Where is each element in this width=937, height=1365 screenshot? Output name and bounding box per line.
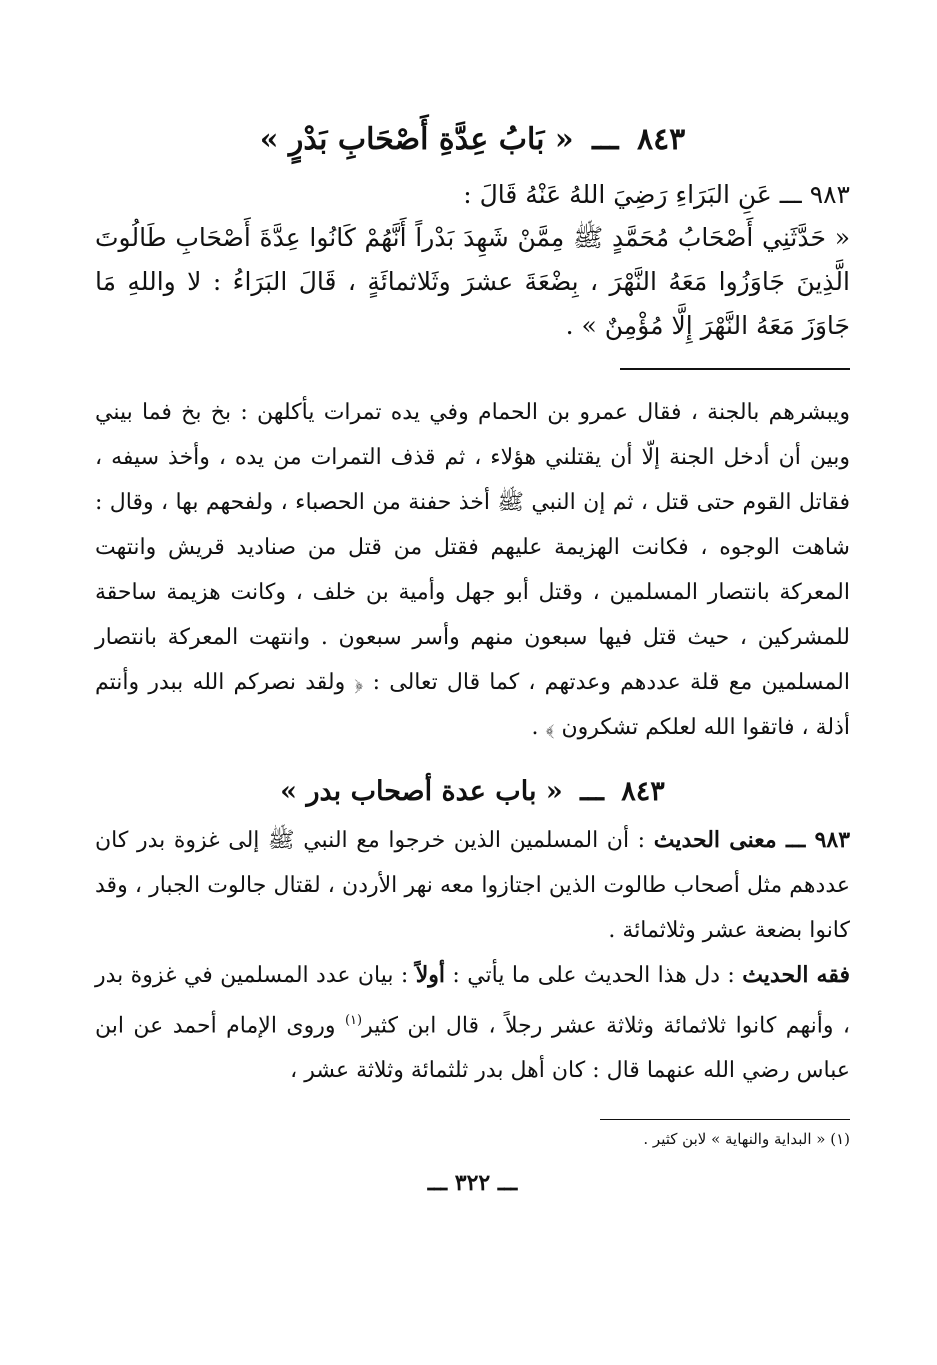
footnote: (١) « البداية والنهاية » لابن كثير . bbox=[643, 1130, 850, 1149]
section-title: « باب عدة أصحاب بدر » bbox=[280, 776, 563, 807]
fiqh-text-1: : دل هذا الحديث على ما يأتي : bbox=[452, 963, 735, 988]
chapter-title: « بَابُ عِدَّةِ أَصْحَابِ بَدْرٍ » bbox=[259, 122, 574, 157]
commentary-text: ويبشرهم بالجنة ، فقال عمرو بن الحمام وفي يده تمرات يأكلهن : بخ بخ فما بيني وبين أن أدخل الجنة إلّا أن يقتلني هؤلاء ، ثم قذف التمرات من يده ، وأخذ سيفه ، فقاتل القوم حتى قتل ، ثم إن النبي ﷺ أخذ حفنة من الحصباء ، ولفحهم بها ، وقال : شاهت الوجوه ، فكانت الهزيمة عليهم فقتل من قتل من صناديد قريش وانتهت المعركة بانتصار المسلمين ، وقتل أبو جهل وأمية بن خلف ، وكانت هزيمة ساحقة للمشركين ، حيث قتل فيها سبعون منهم وأسر سبعون . وانتهت المعركة بانتصار المسلمين مع قلة عددهم وعدتهم ، كما قال تعالى : ﴿ ولقد نصركم الله ببدر وأنتم أذلة ، فاتقوا الله لعلكم تشكرون ﴾ . bbox=[95, 400, 850, 740]
page-number-row bbox=[95, 1168, 850, 1198]
chapter-separator: ـــ bbox=[592, 122, 619, 157]
first-point-label: أولاً bbox=[415, 962, 446, 988]
page-number-dash-left: ـــ bbox=[497, 1170, 518, 1197]
fiqh-label: فقه الحديث bbox=[742, 962, 850, 988]
section-number: ٨٤٣ bbox=[621, 776, 665, 807]
fiqh-text-3: وروى الإمام أحمد عن ابن عباس رضي الله عنهما قال : كان أهل بدر ثلثمائة وثلاثة عشر ، bbox=[95, 1013, 850, 1084]
footnote-divider bbox=[600, 1119, 850, 1120]
meaning-label: ٩٨٣ ـــ معنى الحديث bbox=[653, 827, 851, 853]
meaning-paragraph bbox=[95, 818, 850, 953]
chapter-heading bbox=[95, 120, 850, 160]
section-divider bbox=[620, 368, 850, 370]
fiqh-text-2: : بيان عدد المسلمين في غزوة بدر ، وأنهم كانوا ثلاثمائة وثلاثة عشر رجلاً ، قال ابن كثير bbox=[95, 963, 850, 1039]
section-separator: ـــ bbox=[580, 776, 604, 807]
hadith-intro: ٩٨٣ ـــ عَنِ البَرَاءِ رَضِيَ اللهُ عَنْهُ قَالَ : bbox=[463, 180, 850, 209]
book-page bbox=[95, 120, 850, 1198]
page-number-dash-right: ـــ bbox=[427, 1170, 448, 1197]
hadith-text: « حَدَّثَنِي أَصْحَابُ مُحَمَّدٍ ﷺ مِمَّنْ شَهِدَ بَدْراً أَنَّهُمْ كَانُوا عِدَّةَ أَصْحَابِ طَالُوتَ الَّذِينَ جَاوَزُوا مَعَهُ النَّهْرَ ، بِضْعَةَ عشرَ وثَلاثمائَةٍ ، قَالَ البَرَاءُ : لا واللهِ مَا جَاوَزَ مَعَهُ النَّهْرَ إِلَّا مُؤْمِنٌ » . bbox=[95, 223, 850, 340]
meaning-text: : أن المسلمين الذين خرجوا مع النبي ﷺ إلى غزوة بدر كان عددهم مثل أصحاب طالوت الذين اجتازوا معه نهر الأردن ، لقتال جالوت الجبار ، وقد كانوا بضعة عشر وثلاثمائة . bbox=[95, 828, 850, 943]
fiqh-paragraph bbox=[95, 953, 850, 1093]
chapter-number: ٨٤٣ bbox=[636, 122, 686, 157]
section-heading bbox=[95, 772, 850, 812]
footnote-reference[interactable]: (١) bbox=[344, 1013, 363, 1028]
page-number: ٣٢٢ bbox=[454, 1170, 491, 1197]
